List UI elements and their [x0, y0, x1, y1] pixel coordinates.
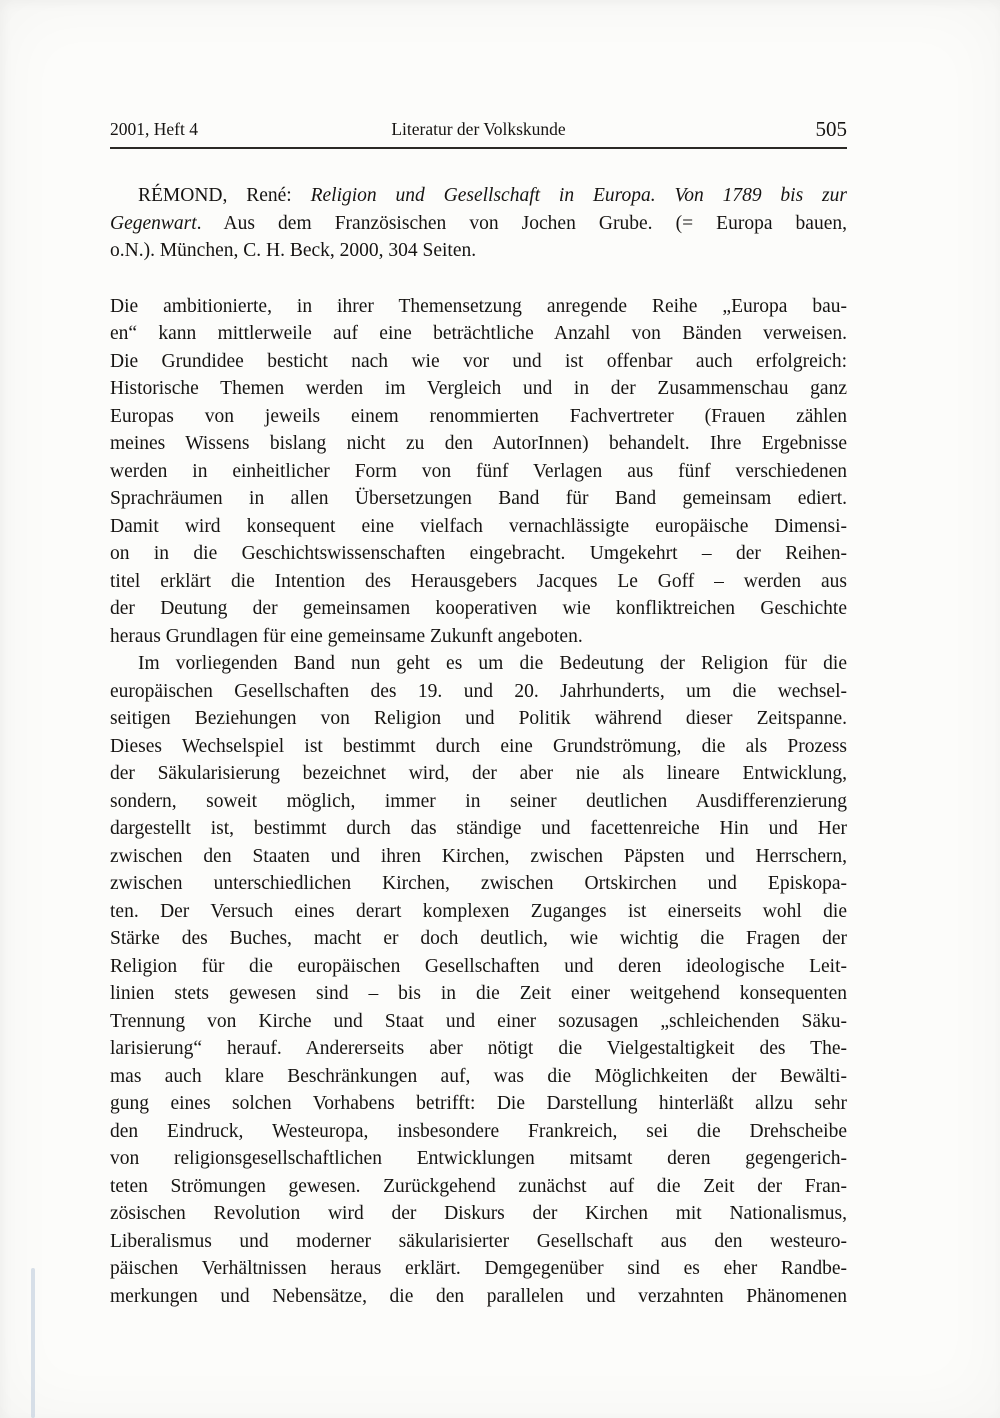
- text-line: zwischen den Staaten und ihren Kirchen, zwischen Päpsten und Herrschern,: [110, 845, 847, 867]
- italic-text-segment: Religion und Gesellschaft in Europa. Von 1789 bis zur: [310, 185, 847, 206]
- text-column: [110, 116, 847, 1310]
- text-line: Historische Themen werden im Vergleich und in der Zusammenschau ganz: [110, 378, 847, 399]
- text-line: zwischen unterschiedlichen Kirchen, zwischen Ortskirchen und Episkopa-: [110, 873, 847, 894]
- text-line: zösischen Revolution wird der Diskurs der Kirchen mit Nationalismus,: [110, 1203, 847, 1224]
- text-line: ten. Der Versuch eines derart komplexen Zuganges ist einerseits wohl die: [110, 900, 847, 922]
- review-body: [110, 293, 847, 1311]
- text-line: Trennung von Kirche und Staat und einer sozusagen „schleichenden Säku-: [110, 1010, 847, 1032]
- text-line: en“ kann mittlerweile auf eine beträchtliche Anzahl von Bänden verweisen.: [110, 323, 847, 344]
- text-line: larisierung“ herauf. Andererseits aber nötigt die Vielgestaltigkeit des The-: [110, 1038, 847, 1059]
- text-line: Sprachräumen in allen Übersetzungen Band für Band gemeinsam ediert.: [110, 488, 847, 509]
- text-segment: RÉMOND, René:: [138, 185, 311, 206]
- text-line: Dieses Wechselspiel ist bestimmt durch eine Grundströmung, die als Prozess: [110, 735, 847, 757]
- text-line: der Deutung der gemeinsamen kooperativen wie konfliktreichen Geschichte: [110, 598, 847, 619]
- running-header: [110, 116, 847, 149]
- text-line: meines Wissens bislang nicht zu den AutorInnen) behandelt. Ihre Ergebnisse: [110, 433, 847, 454]
- text-line: [110, 182, 847, 210]
- text-line: sondern, soweit möglich, immer in seiner deutlichen Ausdifferenzierung: [110, 790, 847, 812]
- text-line: den Eindruck, Westeuropa, insbesondere Frankreich, sei die Drehscheibe: [110, 1120, 847, 1142]
- text-line: [110, 237, 847, 265]
- text-line: titel erklärt die Intention des Herausgebers Jacques Le Goff – werden aus: [110, 570, 847, 592]
- text-line: dargestellt ist, bestimmt durch das ständige und facettenreiche Hin und Her: [110, 818, 847, 839]
- text-line: merkungen und Nebensätze, die den parallelen und verzahnten Phänomenen: [110, 1285, 847, 1307]
- text-line: gung eines solchen Vorhabens betrifft: Die Darstellung hinterläßt allzu sehr: [110, 1093, 847, 1114]
- book-citation: [110, 182, 847, 265]
- text-line: mas auch klare Beschränkungen auf, was die Möglichkeiten der Bewälti-: [110, 1065, 847, 1087]
- text-line: Europas von jeweils einem renommierten Fachvertreter (Frauen zählen: [110, 405, 847, 427]
- italic-text-segment: Gegenwart: [110, 212, 197, 234]
- text-line: Die Grundidee besticht nach wie vor und ist offenbar auch erfolgreich:: [110, 350, 847, 372]
- header-issue: 2001, Heft 4: [110, 119, 198, 139]
- text-line: Religion für die europäischen Gesellschaften und deren ideologische Leit-: [110, 955, 847, 977]
- text-line: päischen Verhältnissen heraus erklärt. Demgegenüber sind es eher Randbe-: [110, 1258, 847, 1279]
- text-line: der Säkularisierung bezeichnet wird, der aber nie als lineare Entwicklung,: [110, 763, 847, 784]
- text-line: von religionsgesellschaftlichen Entwicklungen mitsamt deren gegengerich-: [110, 1148, 847, 1169]
- text-line: werden in einheitlicher Form von fünf Verlagen aus fünf verschiedenen: [110, 460, 847, 482]
- text-line: europäischen Gesellschaften des 19. und 20. Jahrhunderts, um die wechsel-: [110, 680, 847, 702]
- text-segment: o.N.). München, C. H. Beck, 2000, 304 Seiten.: [110, 240, 477, 261]
- text-line: Stärke des Buches, macht er doch deutlich, wie wichtig die Fragen der: [110, 928, 847, 949]
- text-line: Liberalismus und moderner säkularisierter Gesellschaft aus den westeuro-: [110, 1230, 847, 1252]
- review-paragraph-2: [110, 650, 847, 1310]
- text-line: linien stets gewesen sind – bis in die Zeit einer weitgehend konsequenten: [110, 983, 847, 1004]
- text-line: heraus Grundlagen für eine gemeinsame Zukunft angeboten.: [110, 625, 583, 647]
- scan-edge-artifact: [31, 1268, 35, 1418]
- header-section-title: Literatur der Volkskunde: [391, 119, 566, 139]
- text-line: Im vorliegenden Band nun geht es um die Bedeutung der Religion für die: [138, 653, 847, 674]
- text-line: on in die Geschichtswissenschaften eingebracht. Umgekehrt – der Reihen-: [110, 543, 847, 564]
- text-segment: . Aus dem Französischen von Jochen Grube. (= Europa bauen,: [196, 212, 847, 234]
- header-page-number: 505: [815, 117, 847, 141]
- text-line: Damit wird konsequent eine vielfach vernachlässigte europäische Dimensi-: [110, 515, 847, 537]
- text-line: teten Strömungen gewesen. Zurückgehend zunächst auf die Zeit der Fran-: [110, 1175, 847, 1197]
- text-line: Die ambitionierte, in ihrer Themensetzung anregende Reihe „Europa bau-: [110, 295, 847, 317]
- text-line: seitigen Beziehungen von Religion und Politik während dieser Zeitspanne.: [110, 708, 847, 729]
- review-paragraph-1: [110, 293, 847, 651]
- text-line: [110, 210, 847, 238]
